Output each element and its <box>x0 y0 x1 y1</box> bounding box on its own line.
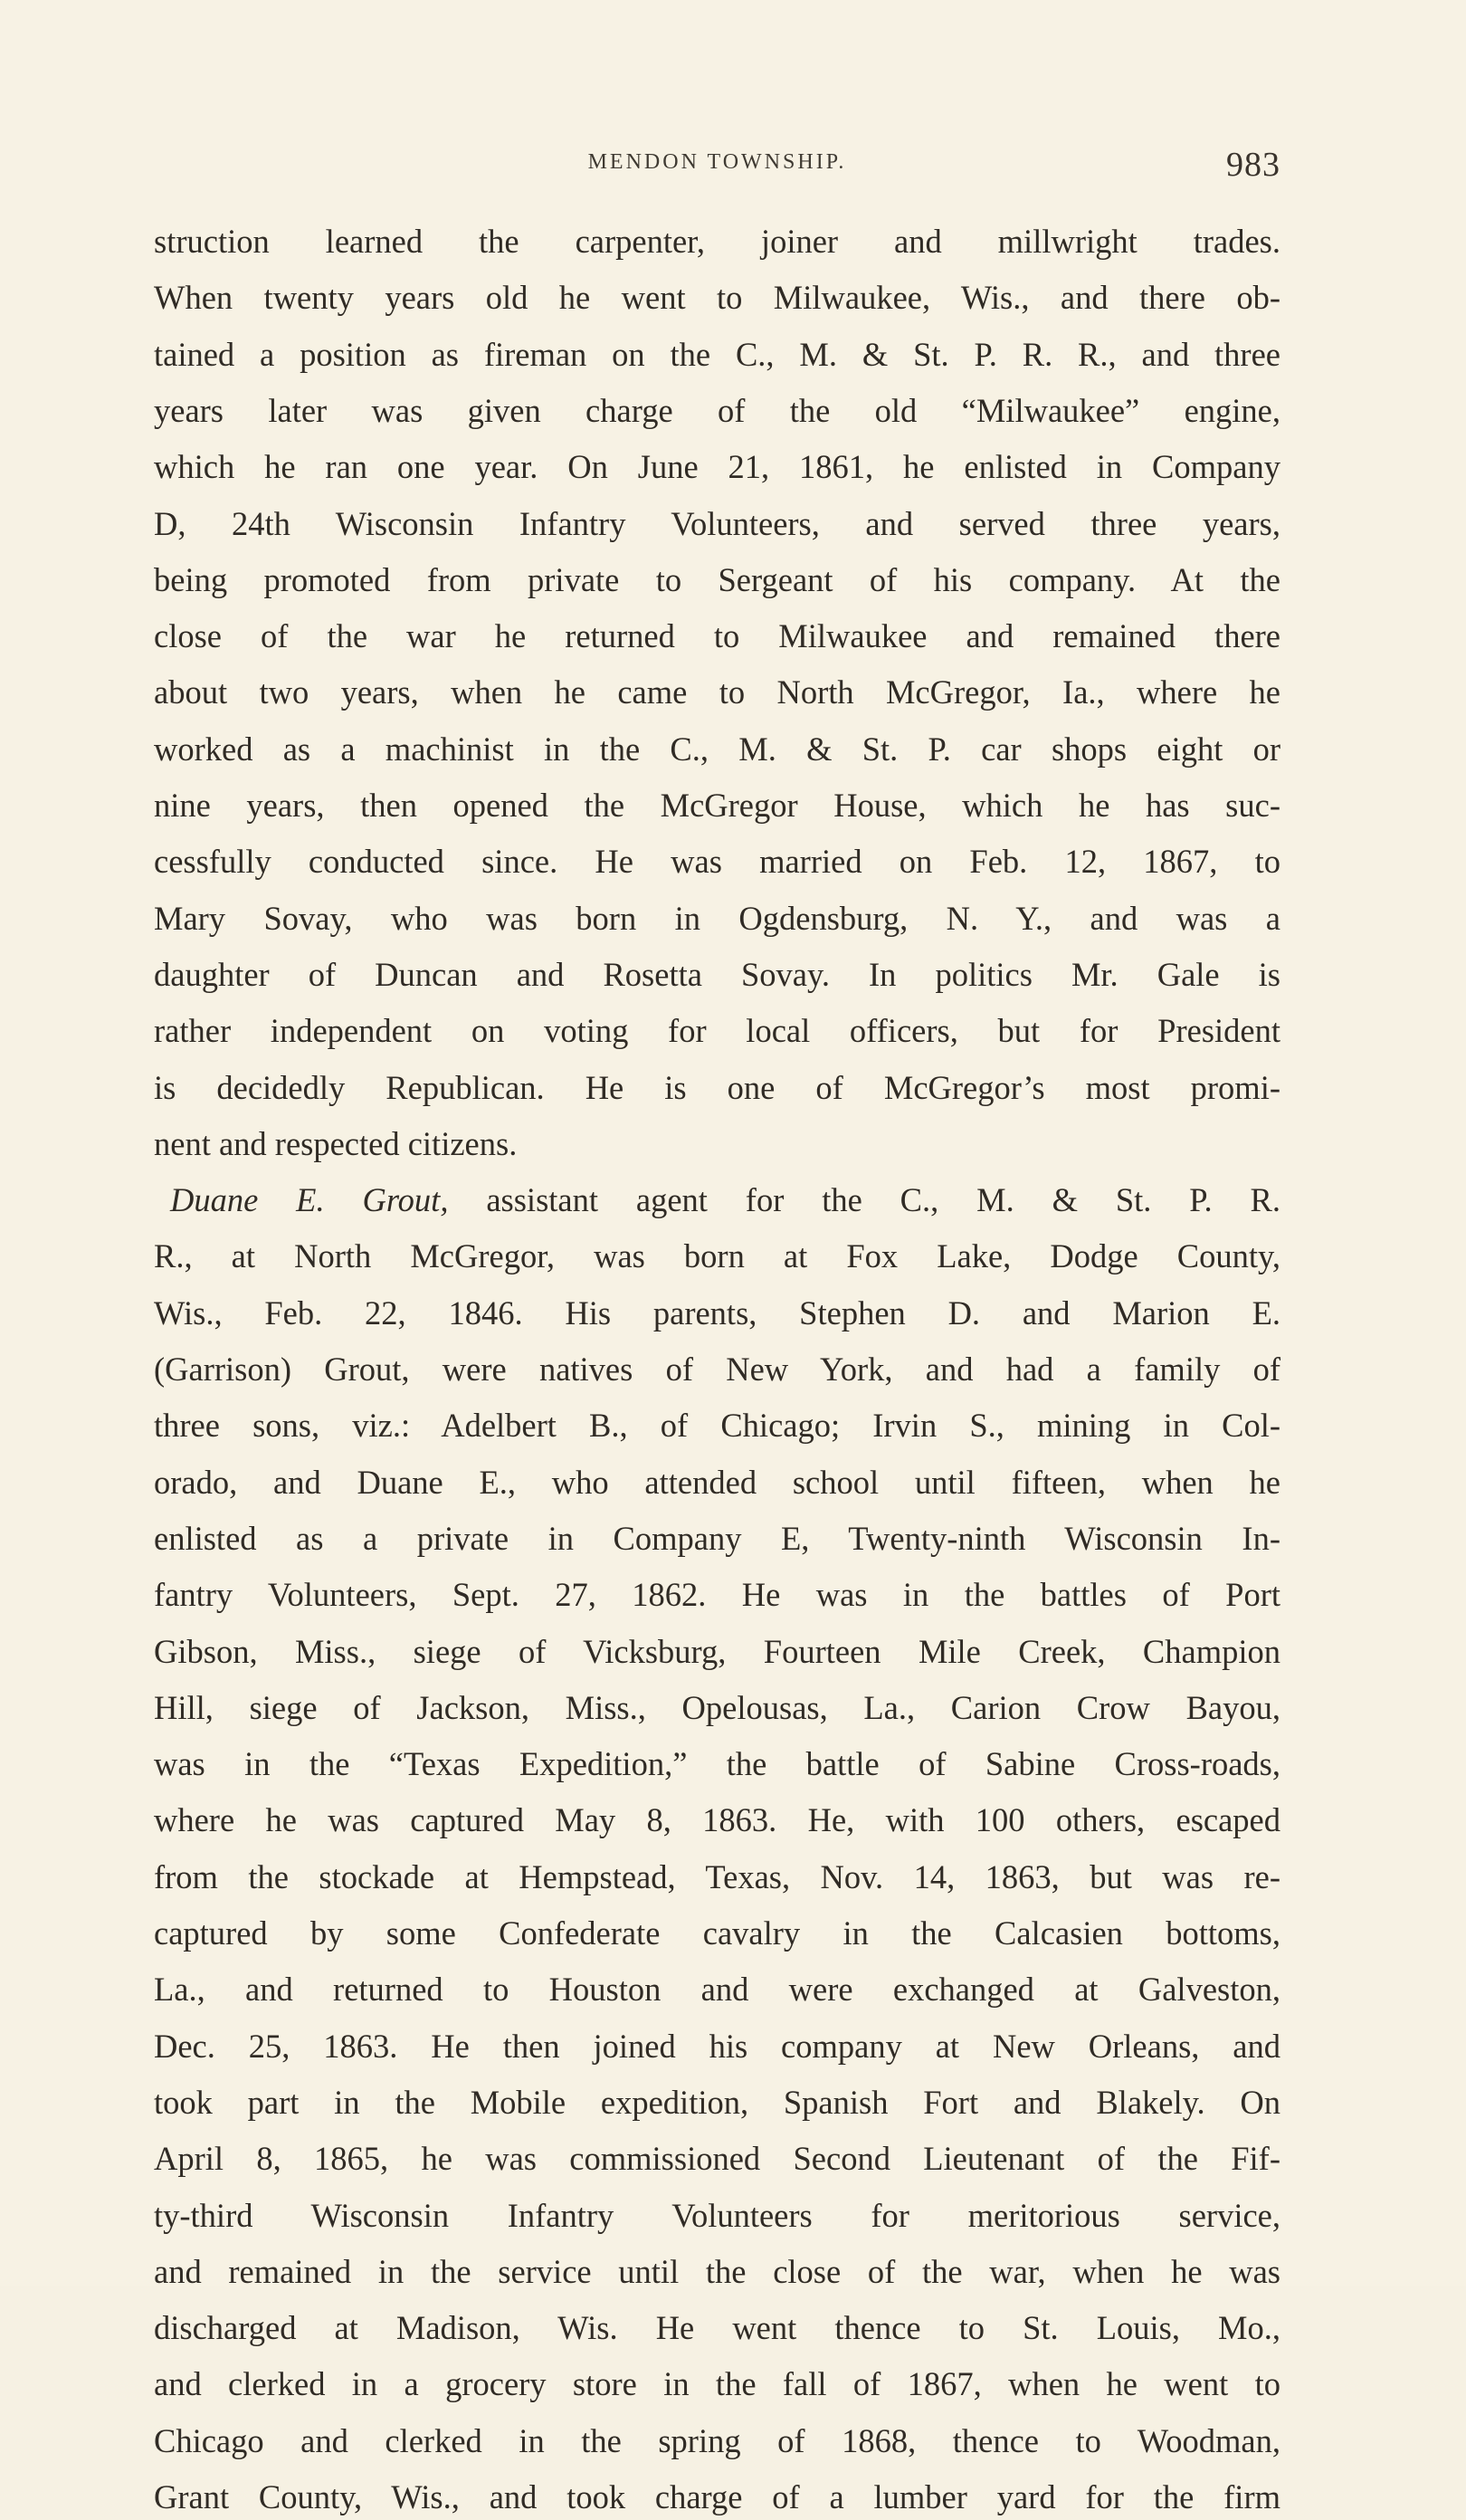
text-line: tained a position as fireman on the C., M. & St. P. R. R., and three <box>154 335 1280 373</box>
running-head: MENDON TOWNSHIP. <box>587 150 847 174</box>
text-line: from the stockade at Hempstead, Texas, Nov. 14, 1863, but was re- <box>154 1857 1280 1895</box>
text-line: D, 24th Wisconsin Infantry Volunteers, and served three years, <box>154 504 1280 542</box>
text-line: years later was given charge of the old “Milwaukee” engine, <box>154 391 1280 429</box>
text-line: Gibson, Miss., siege of Vicksburg, Fourteen Mile Creek, Champion <box>154 1632 1280 1670</box>
text-line: worked as a machinist in the C., M. & St. P. car shops eight or <box>154 730 1280 768</box>
text-line: When twenty years old he went to Milwaukee, Wis., and there ob- <box>154 279 1280 317</box>
text-line: Dec. 25, 1863. He then joined his company at New Orleans, and <box>154 2027 1280 2065</box>
text-line: discharged at Madison, Wis. He went thence to St. Louis, Mo., <box>154 2309 1280 2347</box>
text-line: daughter of Duncan and Rosetta Sovay. In politics Mr. Gale is <box>154 955 1280 993</box>
page-header <box>154 145 1280 184</box>
opening-line-text: assistant agent for the C., M. & St. P. R. <box>448 1181 1280 1219</box>
text-line: Mary Sovay, who was born in Ogdensburg, N. Y., and was a <box>154 899 1280 937</box>
text-line: which he ran one year. On June 21, 1861, he enlisted in Company <box>154 448 1280 486</box>
text-line: and clerked in a grocery store in the fall of 1867, when he went to <box>154 2365 1280 2403</box>
text-line: nent and respected citizens. <box>154 1124 518 1162</box>
page-number: 983 <box>1226 146 1280 184</box>
text-line: Chicago and clerked in the spring of 1868, thence to Woodman, <box>154 2421 1280 2459</box>
text-line: rather independent on voting for local officers, but for President <box>154 1012 1280 1050</box>
text-line: struction learned the carpenter, joiner and millwright trades. <box>154 223 1280 260</box>
body-text <box>154 219 1280 2515</box>
text-line: three sons, viz.: Adelbert B., of Chicago; Irvin S., mining in Col- <box>154 1407 1280 1445</box>
text-line: R., at North McGregor, was born at Fox Lake, Dodge County, <box>154 1237 1280 1275</box>
text-line: close of the war he returned to Milwaukee and remained there <box>154 617 1280 655</box>
text-line: captured by some Confederate cavalry in the Calcasien bottoms, <box>154 1914 1280 1952</box>
text-line: orado, and Duane E., who attended school until fifteen, when he <box>154 1463 1280 1501</box>
text-line: cessfully conducted since. He was married on Feb. 12, 1867, to <box>154 843 1280 881</box>
text-line: and remained in the service until the close of the war, when he was <box>154 2252 1280 2290</box>
text-line: about two years, when he came to North McGregor, Ia., where he <box>154 673 1280 711</box>
text-line: took part in the Mobile expedition, Spanish Fort and Blakely. On <box>154 2083 1280 2121</box>
text-line: April 8, 1865, he was commissioned Second Lieutenant of the Fif- <box>154 2140 1280 2178</box>
text-line: is decidedly Republican. He is one of McGregor’s most promi- <box>154 1068 1280 1106</box>
text-line: fantry Volunteers, Sept. 27, 1862. He was in the battles of Port <box>154 1576 1280 1614</box>
text-line: enlisted as a private in Company E, Twenty-ninth Wisconsin In- <box>154 1519 1280 1557</box>
paragraph-opening-line <box>154 1178 1280 1223</box>
biography-name: Duane E. Grout, <box>170 1181 449 1219</box>
text-line: ty-third Wisconsin Infantry Volunteers for meritorious service, <box>154 2196 1280 2234</box>
text-line: was in the “Texas Expedition,” the battle of Sabine Cross-roads, <box>154 1745 1280 1783</box>
text-line: being promoted from private to Sergeant of his company. At the <box>154 560 1280 598</box>
text-line: La., and returned to Houston and were exchanged at Galveston, <box>154 1971 1280 2009</box>
text-line: Hill, siege of Jackson, Miss., Opelousas, La., Carion Crow Bayou, <box>154 1688 1280 1726</box>
text-line: where he was captured May 8, 1863. He, with 100 others, escaped <box>154 1801 1280 1839</box>
text-line: Grant County, Wis., and took charge of a lumber yard for the firm <box>154 2478 1280 2515</box>
text-line: Wis., Feb. 22, 1846. His parents, Stephen D. and Marion E. <box>154 1293 1280 1332</box>
text-line: nine years, then opened the McGregor House, which he has suc- <box>154 787 1280 824</box>
text-line: (Garrison) Grout, were natives of New York, and had a family of <box>154 1351 1280 1388</box>
